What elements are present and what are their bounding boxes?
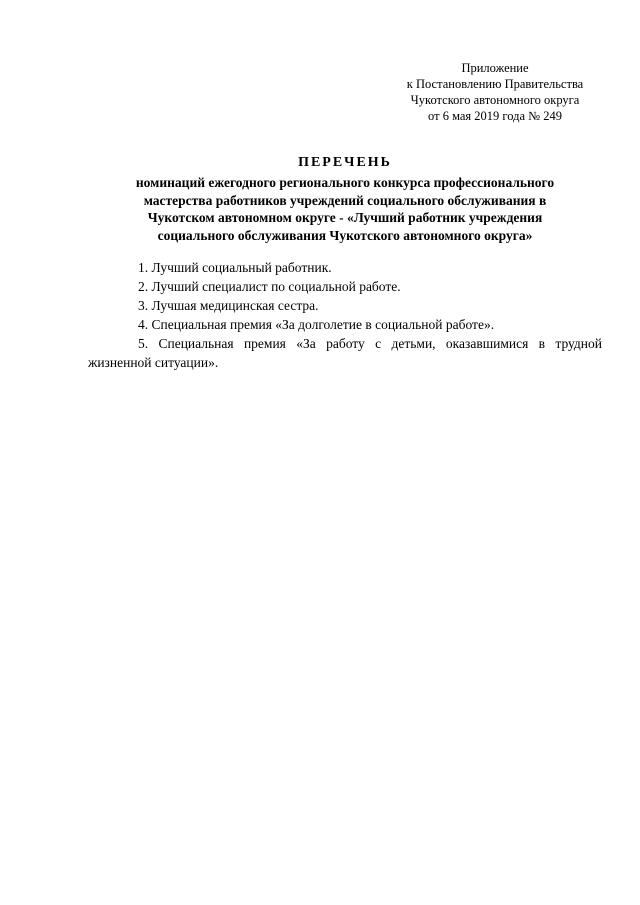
annex-line-4: от 6 мая 2019 года № 249: [428, 109, 562, 123]
list-item: 3. Лучшая медицинская сестра.: [138, 298, 319, 313]
annex-line-2: к Постановлению Правительства: [406, 77, 584, 91]
subtitle-line-3: Чукотском автономном округе - «Лучший работник учреждения: [147, 210, 543, 225]
list-item: 1. Лучший социальный работник.: [138, 260, 332, 275]
subtitle-line-2: мастерства работников учреждений социального обслуживания в: [143, 192, 547, 208]
list-item: 4. Специальная премия «За долголетие в социальной работе».: [138, 317, 495, 332]
title-subtitle: [88, 174, 602, 244]
annex-line-3: Чукотского автономного округа: [410, 93, 580, 107]
list-item-line-1: 5. Специальная премия «За работу с детьми, оказавшимися в трудной: [138, 336, 602, 351]
annex-line-1: Приложение: [461, 61, 529, 75]
subtitle-line-4: социального обслуживания Чукотского автономного округа»: [157, 227, 533, 243]
list-item-line-2: жизненной ситуации».: [88, 355, 219, 370]
page-title: ПЕРЕЧЕНЬ: [298, 155, 392, 170]
document-title: [88, 154, 602, 244]
annex-header: [390, 60, 600, 124]
list-item: 2. Лучший специалист по социальной работе.: [138, 279, 401, 294]
subtitle-line-1: номинаций ежегодного регионального конкурса профессионального: [135, 175, 555, 190]
list-item: [88, 334, 602, 372]
nominations-list: [88, 258, 602, 372]
